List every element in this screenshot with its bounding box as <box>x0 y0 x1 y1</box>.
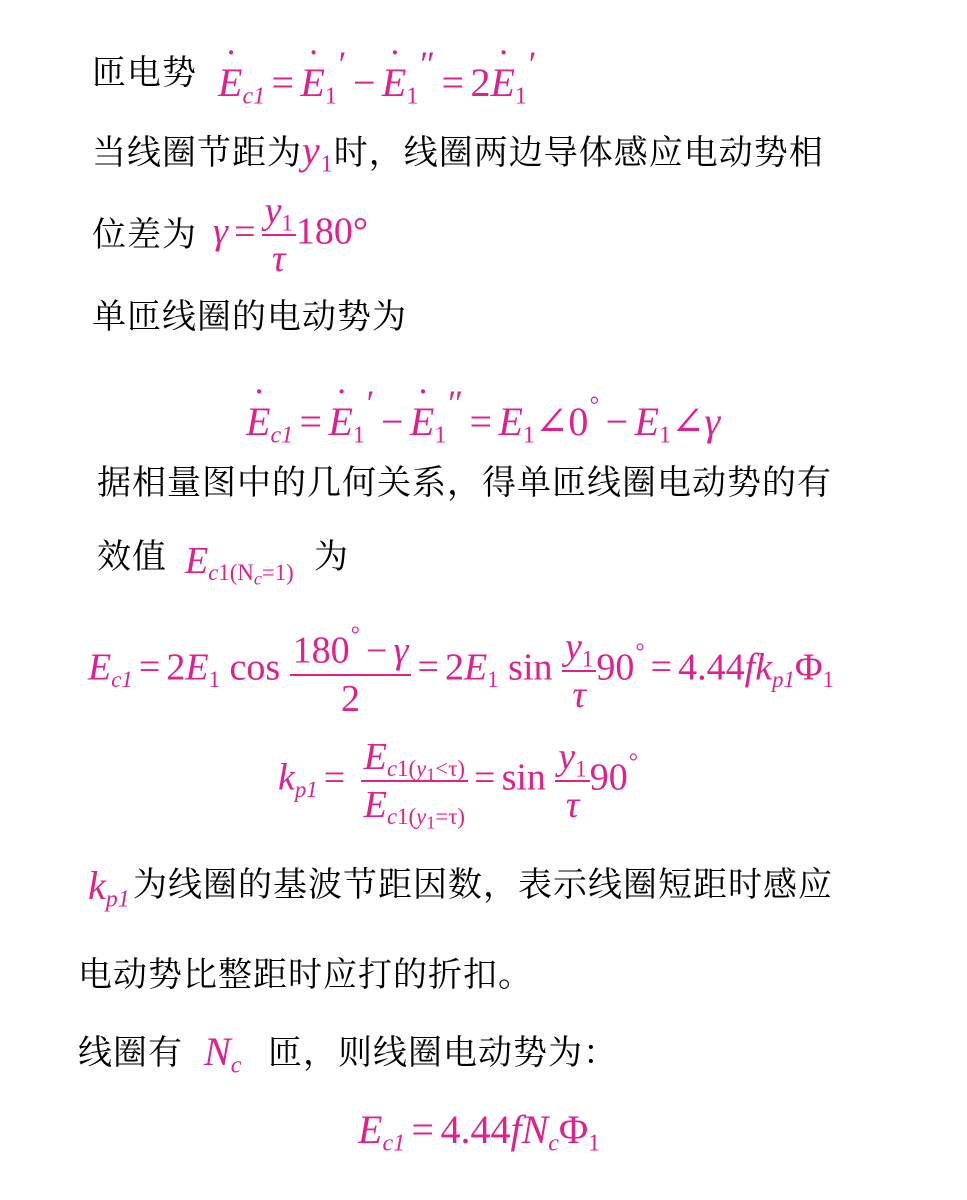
text-line-3: 位差为 <box>92 215 197 255</box>
text-line-12-a: 线圈有 <box>78 1033 183 1073</box>
symbol-y1: $y_1$ <box>302 128 334 178</box>
text-line-1 <box>92 53 197 93</box>
equation-kp1: $k_{p1}$ = $\frac{E_{c1(y_1<\tau)}}{E_{c1(y_1=\tau)}}$ = sin $\frac{y_1}{\tau}$ 90° <box>278 736 638 833</box>
label-pitch: 当线圈节距为 <box>92 133 302 173</box>
text-line-4: 单匝线圈的电动势为 <box>92 297 407 337</box>
equation-gamma: γ = $\frac{y_1}{\tau}$ 180° <box>213 190 369 280</box>
fraction-y1-tau-2: $\frac{y_1}{\tau}$ <box>562 628 596 714</box>
equation-turn-emf: ˙ $E_{c1}$ =˙ $E_1'$ −˙ $E_1''$ = 2˙ $E_1'$ <box>218 46 537 103</box>
text-line-12-b: 匝，则线圈电动势为： <box>268 1033 618 1073</box>
text-line-7-b: 为 <box>314 537 349 577</box>
equation-single-turn: ˙ $E_{c1}$ =˙ $E_1'$ −˙ $E_1''$ = $E_1\angle 0^\circ$ − $E_1\angle\gamma$ <box>246 385 720 442</box>
symbol-kp1: $k_{p1}$ <box>88 863 130 913</box>
text-line-2 <box>92 128 824 178</box>
label-phase-diff: 时，线圈两边导体感应电动势相 <box>333 133 824 173</box>
text-line-7-a: 效值 <box>97 537 167 577</box>
symbol-ec1-nc1: $E_{c1(N_c=1)}$ <box>185 540 294 589</box>
text-line-11: 电动势比整距时应打的折扣。 <box>78 955 533 995</box>
equation-coil-emf: $E_{c1} = 4.44fN_c\Phi_1$ <box>358 1107 601 1157</box>
equation-ec1-full: $E_{c1} = 2E_1$ cos $\frac{180^\circ - \gamma}{2}$ = $2E_1$ sin $\frac{y_1}{\tau}$ $90^\circ = 4.44fk_{p1}\Phi_1$ <box>88 622 835 720</box>
fraction-y1-tau: $\frac{y_1}{\tau}$ <box>262 192 296 278</box>
label-turn-emf: 匝电势 <box>92 53 197 93</box>
fraction-y1-tau-3: $\frac{y_1}{\tau}$ <box>555 738 589 824</box>
text-line-10: 为线圈的基波节距因数，表示线圈短距时感应 <box>133 865 833 905</box>
fraction-ec1-ratio: $\frac{E_{c1(y_1<\tau)}}{E_{c1(y_1=\tau)}}$ <box>361 738 468 824</box>
fraction-180-minus-gamma: $\frac{180^\circ - \gamma}{2}$ <box>290 624 412 718</box>
text-line-6: 据相量图中的几何关系，得单匝线圈电动势的有 <box>97 463 832 503</box>
symbol-nc: $N_c$ <box>204 1029 242 1079</box>
